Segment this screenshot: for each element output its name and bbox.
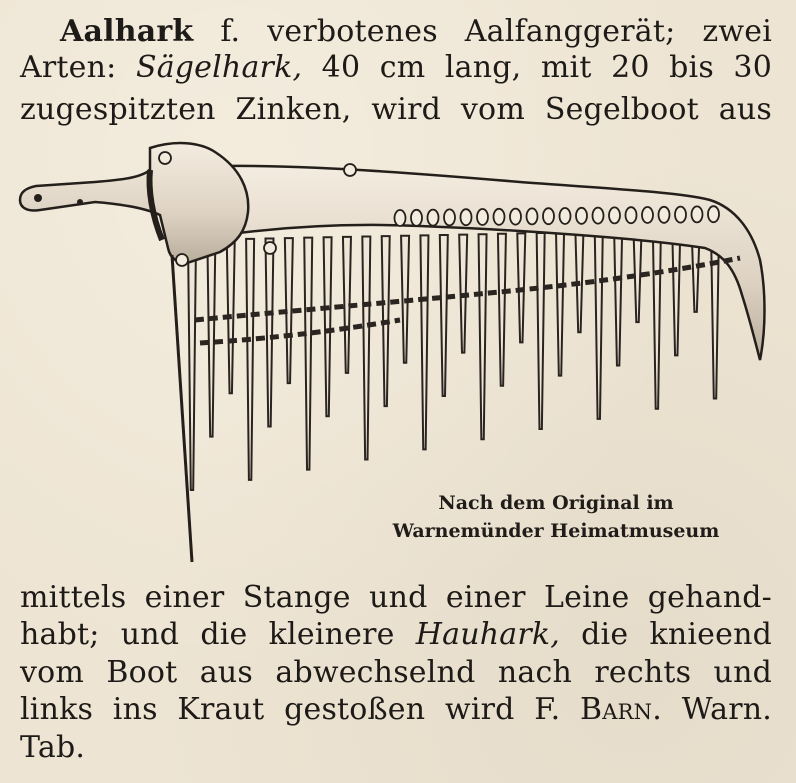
bar-rivet: [411, 210, 422, 226]
tang-hole: [34, 194, 42, 202]
comb-tooth: [440, 235, 448, 396]
bar-rivet: [626, 207, 637, 223]
entry-line-1: [60, 14, 772, 50]
comb-tooth: [188, 240, 196, 490]
comb-tooth: [265, 238, 273, 426]
comb-tooth: [556, 233, 564, 376]
entry-line-5: [20, 617, 772, 653]
figure-caption-line-1: Nach dem Original im: [438, 492, 674, 514]
socket-rivet: [159, 152, 171, 164]
entry-line-7: [20, 692, 772, 728]
bar-rivet: [510, 209, 521, 225]
entry-line-5-b: die knieend: [559, 617, 773, 652]
bar-rivet: [428, 210, 439, 226]
bar-rivet: [527, 208, 538, 224]
bar-rivet: [708, 206, 719, 222]
bar-rivet: [477, 209, 488, 225]
entry-line-6: vom Boot aus abwechselnd nach rechts und: [20, 655, 772, 690]
entry-line-4: mittels einer Stange und einer Leine gehand-: [20, 580, 772, 615]
comb-tooth: [246, 239, 254, 480]
comb-tooth: [324, 237, 332, 416]
comb-tooth: [362, 237, 370, 460]
socket-rivet: [344, 164, 356, 176]
entry-line-2-a: Arten:: [20, 50, 136, 85]
entry-line-2-b: 40 cm lang, mit 20 bis 30: [302, 50, 772, 85]
comb-tooth: [614, 231, 622, 365]
comb-teeth: [188, 230, 719, 490]
entry-line-3: zugespitzten Zinken, wird vom Segelboot aus: [20, 92, 772, 127]
entry-line-5-a: habt; und die kleinere: [20, 617, 416, 652]
entry-line-8: Tab.: [20, 730, 86, 765]
bar-rivet: [543, 208, 554, 224]
tang-rivet: [77, 199, 83, 205]
comb-tooth: [595, 232, 603, 419]
comb-tooth: [304, 238, 312, 470]
comb-tooth: [207, 240, 215, 437]
headword: Aalhark: [60, 14, 194, 49]
comb-tooth: [653, 231, 661, 409]
socket-rivet: [176, 254, 188, 266]
bar-rivet: [642, 207, 653, 223]
term-saegelhark: Sägelhark,: [135, 50, 303, 85]
comb-tooth: [498, 234, 506, 386]
bar-rivet: [560, 208, 571, 224]
entry-line-1-text: f. verbotenes Aalfanggerät; zwei: [193, 14, 772, 49]
comb-tooth: [479, 234, 487, 439]
bar-rivet: [675, 207, 686, 223]
bar-rivet: [576, 208, 587, 224]
comb-socket: [20, 143, 248, 263]
entry-line-7-a: links ins Kraut gestoßen wird: [20, 692, 535, 727]
socket-rivet: [264, 242, 276, 254]
source-abbreviation: F. Barn.: [534, 692, 662, 727]
term-hauhark: Hauhark,: [415, 617, 560, 652]
bar-rivet: [395, 210, 406, 226]
entry-line-2: [20, 50, 772, 86]
bar-rivet: [659, 207, 670, 223]
bar-rivet: [609, 207, 620, 223]
comb-tooth: [537, 233, 545, 429]
entry-line-7-b: Warn.: [662, 692, 773, 727]
bar-rivet: [494, 209, 505, 225]
bar-rivet: [461, 209, 472, 225]
bar-rivet: [593, 208, 604, 224]
figure-caption-line-2: Warnemünder Heimatmuseum: [392, 520, 720, 542]
bar-rivet: [692, 206, 703, 222]
comb-tooth: [672, 230, 680, 355]
bar-rivet: [444, 209, 455, 225]
comb-tooth: [420, 235, 428, 449]
